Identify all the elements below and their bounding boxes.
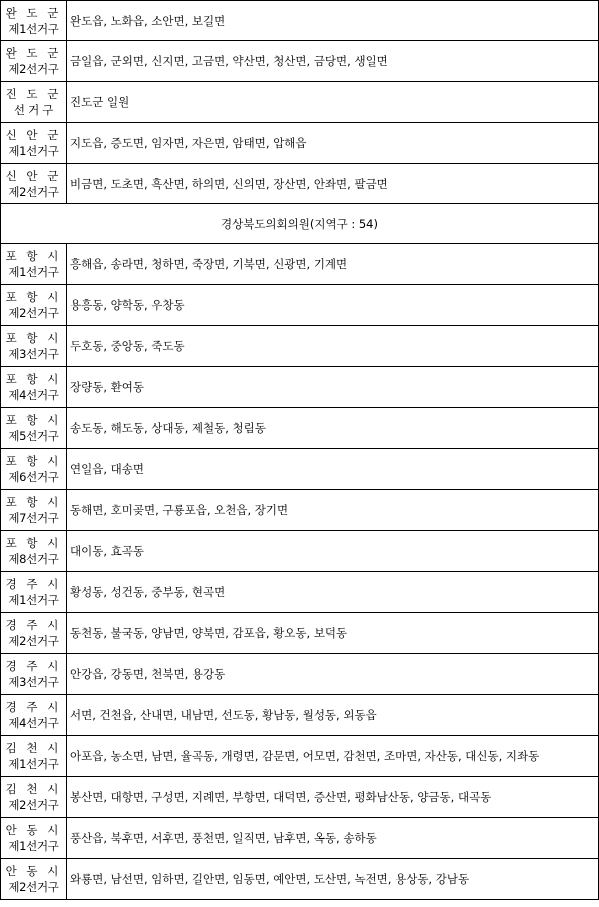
district-region: 진 도 군 bbox=[5, 87, 62, 101]
district-areas: 송도동, 해도동, 상대동, 제철동, 청림동 bbox=[67, 408, 599, 449]
district-constituency: 제6선거구 bbox=[8, 470, 59, 484]
district-row bbox=[1, 41, 599, 82]
district-name-cell bbox=[1, 449, 67, 490]
district-region: 김 천 시 bbox=[5, 782, 62, 796]
district-areas: 안강읍, 강동면, 천북면, 용강동 bbox=[67, 654, 599, 695]
district-constituency: 제2선거구 bbox=[8, 62, 59, 76]
district-areas: 아포읍, 농소면, 남면, 율곡동, 개령면, 감문면, 어모면, 감천면, 조마면, 자산동, 대신동, 지좌동 bbox=[67, 736, 599, 777]
district-region: 안 동 시 bbox=[5, 864, 62, 878]
district-areas: 풍산읍, 북후면, 서후면, 풍천면, 일직면, 남후면, 옥동, 송하동 bbox=[67, 818, 599, 859]
district-constituency: 제1선거구 bbox=[8, 265, 59, 279]
district-row bbox=[1, 859, 599, 900]
district-constituency: 제7선거구 bbox=[8, 511, 59, 525]
district-constituency: 제1선거구 bbox=[8, 757, 59, 771]
district-row bbox=[1, 326, 599, 367]
district-region: 포 항 시 bbox=[5, 413, 62, 427]
district-constituency: 제2선거구 bbox=[8, 634, 59, 648]
district-constituency: 선 거 구 bbox=[13, 103, 54, 117]
district-name-cell bbox=[1, 285, 67, 326]
district-row bbox=[1, 367, 599, 408]
district-name-cell bbox=[1, 490, 67, 531]
district-name-cell bbox=[1, 326, 67, 367]
district-areas: 동천동, 불국동, 양남면, 양북면, 감포읍, 황오동, 보덕동 bbox=[67, 613, 599, 654]
district-table-body bbox=[1, 1, 599, 900]
district-name-cell bbox=[1, 408, 67, 449]
district-areas: 동해면, 호미곶면, 구룡포읍, 오천읍, 장기면 bbox=[67, 490, 599, 531]
district-areas: 지도읍, 증도면, 임자면, 자은면, 암태면, 압해읍 bbox=[67, 123, 599, 164]
district-constituency: 제4선거구 bbox=[8, 716, 59, 730]
district-name-cell bbox=[1, 777, 67, 818]
district-name-cell bbox=[1, 613, 67, 654]
district-name-cell bbox=[1, 244, 67, 285]
district-areas: 대이동, 효곡동 bbox=[67, 531, 599, 572]
district-constituency: 제1선거구 bbox=[8, 21, 59, 36]
district-constituency: 제3선거구 bbox=[8, 675, 59, 689]
district-region: 포 항 시 bbox=[5, 249, 62, 263]
district-region: 포 항 시 bbox=[5, 495, 62, 509]
district-region: 포 항 시 bbox=[5, 372, 62, 386]
district-name-cell bbox=[1, 367, 67, 408]
district-region: 김 천 시 bbox=[5, 741, 62, 755]
district-row bbox=[1, 490, 599, 531]
district-areas: 금일읍, 군외면, 신지면, 고금면, 약산면, 청산면, 금당면, 생일면 bbox=[67, 41, 599, 82]
district-constituency: 제5선거구 bbox=[8, 429, 59, 443]
district-constituency: 제4선거구 bbox=[8, 388, 59, 402]
district-name-cell bbox=[1, 736, 67, 777]
district-constituency: 제2선거구 bbox=[8, 880, 59, 894]
district-name-cell bbox=[1, 654, 67, 695]
district-name-cell bbox=[1, 123, 67, 164]
district-row bbox=[1, 613, 599, 654]
district-name-cell bbox=[1, 82, 67, 123]
district-region: 포 항 시 bbox=[5, 454, 62, 468]
district-row bbox=[1, 695, 599, 736]
district-name-cell bbox=[1, 695, 67, 736]
district-areas: 두호동, 중앙동, 죽도동 bbox=[67, 326, 599, 367]
district-areas: 연일읍, 대송면 bbox=[67, 449, 599, 490]
district-name-cell bbox=[1, 572, 67, 613]
district-row bbox=[1, 818, 599, 859]
district-areas: 봉산면, 대항면, 구성면, 지례면, 부항면, 대덕면, 증산면, 평화남산동, 양금동, 대곡동 bbox=[67, 777, 599, 818]
district-areas: 와룡면, 남선면, 임하면, 길안면, 임동면, 예안면, 도산면, 녹전면, 용상동, 강남동 bbox=[67, 859, 599, 900]
district-constituency: 제3선거구 bbox=[8, 347, 59, 361]
district-region: 경 주 시 bbox=[5, 700, 62, 714]
district-row bbox=[1, 408, 599, 449]
district-row bbox=[1, 572, 599, 613]
district-areas: 서면, 건천읍, 산내면, 내남면, 선도동, 황남동, 월성동, 외동읍 bbox=[67, 695, 599, 736]
district-row bbox=[1, 531, 599, 572]
district-name-cell bbox=[1, 859, 67, 900]
district-row bbox=[1, 1, 599, 41]
district-row bbox=[1, 164, 599, 204]
district-areas: 용흥동, 양학동, 우창동 bbox=[67, 285, 599, 326]
district-constituency: 제1선거구 bbox=[8, 839, 59, 853]
section-title: 경상북도의회의원(지역구 : 54) bbox=[1, 204, 599, 244]
district-areas: 비금면, 도초면, 흑산면, 하의면, 신의면, 장산면, 안좌면, 팔금면 bbox=[67, 164, 599, 204]
district-name-cell bbox=[1, 531, 67, 572]
district-name-cell bbox=[1, 818, 67, 859]
district-constituency: 제1선거구 bbox=[8, 593, 59, 607]
district-region: 경 주 시 bbox=[5, 618, 62, 632]
district-region: 완 도 군 bbox=[5, 5, 62, 20]
district-constituency: 제2선거구 bbox=[8, 184, 59, 199]
district-region: 안 동 시 bbox=[5, 823, 62, 837]
district-row bbox=[1, 654, 599, 695]
district-areas: 진도군 일원 bbox=[67, 82, 599, 123]
district-constituency: 제2선거구 bbox=[8, 306, 59, 320]
district-region: 경 주 시 bbox=[5, 577, 62, 591]
district-constituency: 제8선거구 bbox=[8, 552, 59, 566]
district-region: 포 항 시 bbox=[5, 331, 62, 345]
district-areas: 흥해읍, 송라면, 청하면, 죽장면, 기북면, 신광면, 기계면 bbox=[67, 244, 599, 285]
district-row bbox=[1, 244, 599, 285]
district-constituency: 제1선거구 bbox=[8, 144, 59, 158]
district-constituency: 제2선거구 bbox=[8, 798, 59, 812]
district-row bbox=[1, 82, 599, 123]
district-row bbox=[1, 736, 599, 777]
district-name-cell bbox=[1, 164, 67, 204]
district-region: 포 항 시 bbox=[5, 536, 62, 550]
district-name-cell bbox=[1, 1, 67, 41]
district-region: 신 안 군 bbox=[5, 128, 62, 142]
district-region: 포 항 시 bbox=[5, 290, 62, 304]
district-region: 신 안 군 bbox=[5, 168, 62, 183]
district-row bbox=[1, 285, 599, 326]
section-row bbox=[1, 204, 599, 244]
district-areas: 황성동, 성건동, 중부동, 현곡면 bbox=[67, 572, 599, 613]
district-row bbox=[1, 777, 599, 818]
district-region: 완 도 군 bbox=[5, 46, 62, 60]
district-areas: 완도읍, 노화읍, 소안면, 보길면 bbox=[67, 1, 599, 41]
district-row bbox=[1, 449, 599, 490]
district-name-cell bbox=[1, 41, 67, 82]
district-region: 경 주 시 bbox=[5, 659, 62, 673]
district-areas: 장량동, 환여동 bbox=[67, 367, 599, 408]
district-row bbox=[1, 123, 599, 164]
